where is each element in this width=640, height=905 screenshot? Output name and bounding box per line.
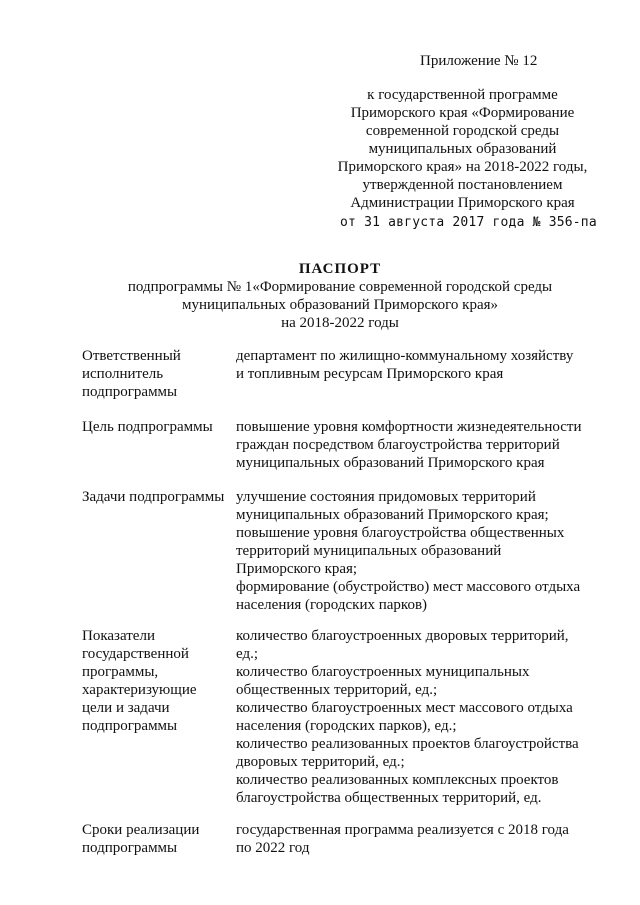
row-value-line: количество реализованных комплексных проектов (236, 772, 559, 788)
row-label-line: программы, (82, 664, 159, 680)
passport-subtitle (0, 278, 640, 332)
row-label-line: Задачи подпрограммы (82, 489, 225, 505)
row-label-line: государственной (82, 646, 189, 662)
appendix-line: утвержденной постановлением (362, 177, 563, 193)
row-value-line: муниципальных образований Приморского края (236, 455, 545, 471)
row-label-line: Сроки реализации (82, 822, 200, 838)
row-label-line: Ответственный (82, 348, 181, 364)
row-label-line: подпрограммы (82, 384, 178, 400)
subtitle-line: муниципальных образований Приморского края» (181, 297, 498, 313)
row-value-line: дворовых территорий, ед.; (236, 754, 405, 770)
appendix-title: Приложение № 12 (420, 53, 538, 69)
row-value-line: государственная программа реализуется с 2018 года (236, 822, 569, 838)
row-label-line: Показатели (82, 628, 155, 644)
row-value-line: улучшение состояния придомовых территорий (236, 489, 536, 505)
row-value-line: количество благоустроенных муниципальных (236, 664, 530, 680)
row-value-line: благоустройства общественных территорий, ед. (236, 790, 542, 806)
row-value (236, 347, 586, 383)
row-value (236, 627, 586, 807)
row-label (82, 418, 232, 436)
row-value-line: общественных территорий, ед.; (236, 682, 438, 698)
row-value-line: граждан посредством благоустройства территорий (236, 437, 560, 453)
row-label-line: подпрограммы (82, 840, 178, 856)
row-label-line: исполнитель (82, 366, 164, 382)
appendix-line: Приморского края «Формирование (350, 105, 575, 121)
row-value-line: количество благоустроенных дворовых территорий, (236, 628, 569, 644)
row-value-line: территорий муниципальных образований (236, 543, 502, 559)
appendix-line: современной городской среды (365, 123, 560, 139)
row-value-line: Приморского края; (236, 561, 358, 577)
row-label (82, 627, 232, 735)
row-value-line: повышение уровня комфортности жизнедеятельности (236, 419, 582, 435)
row-label-line: характеризующие (82, 682, 197, 698)
row-value-line: населения (городских парков) (236, 597, 428, 613)
row-value-line: муниципальных образований Приморского края; (236, 507, 549, 523)
appendix-line: к государственной программе (367, 87, 558, 103)
row-value-line: повышение уровня благоустройства общественных (236, 525, 565, 541)
row-label (82, 488, 232, 506)
passport-title: ПАСПОРТ (298, 261, 382, 277)
row-value-line: населения (городских парков), ед.; (236, 718, 457, 734)
row-value-line: и топливным ресурсам Приморского края (236, 366, 504, 382)
row-value (236, 821, 586, 857)
row-label-line: Цель подпрограммы (82, 419, 213, 435)
row-label (82, 821, 232, 857)
row-value-line: количество реализованных проектов благоустройства (236, 736, 579, 752)
row-label-line: цели и задачи (82, 700, 170, 716)
row-label (82, 347, 232, 401)
row-value-line: по 2022 год (236, 840, 310, 856)
row-label-line: подпрограммы (82, 718, 178, 734)
appendix-line: Приморского края» на 2018-2022 годы, (337, 159, 588, 175)
resolution-date: от 31 августа 2017 года № 356-па (340, 215, 597, 230)
row-value-line: ед.; (236, 646, 259, 662)
appendix-line: муниципальных образований (368, 141, 557, 157)
row-value-line: формирование (обустройство) мест массового отдыха (236, 579, 581, 595)
row-value-line: количество благоустроенных мест массового отдыха (236, 700, 573, 716)
row-value (236, 418, 586, 472)
row-value-line: департамент по жилищно-коммунальному хозяйству (236, 348, 574, 364)
appendix-line: Администрации Приморского края (350, 195, 575, 211)
row-value (236, 488, 586, 614)
subtitle-line: на 2018-2022 годы (281, 315, 399, 331)
subtitle-line: подпрограммы № 1«Формирование современной городской среды (127, 279, 553, 295)
appendix-reference (330, 86, 595, 212)
